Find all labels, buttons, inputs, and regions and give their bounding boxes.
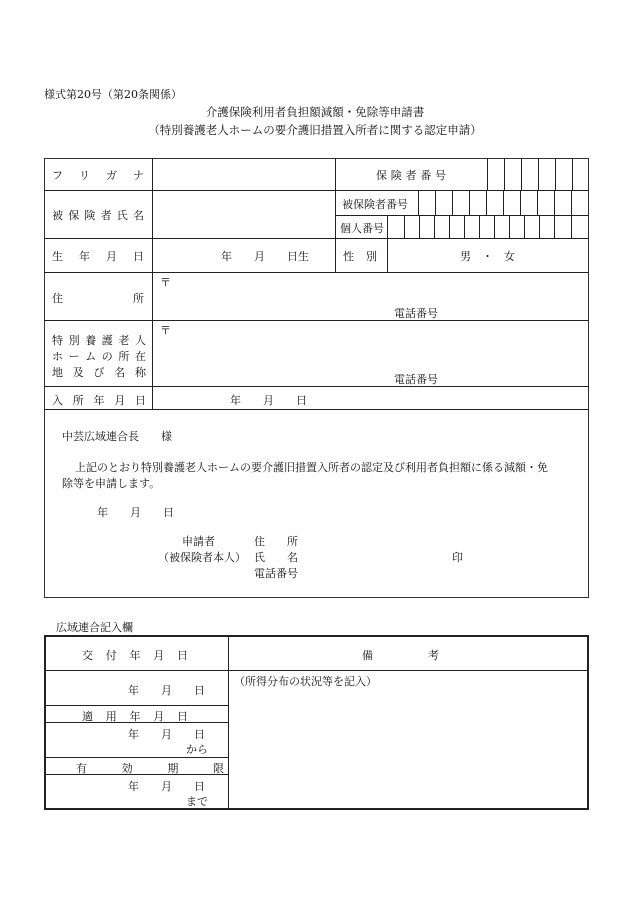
until-label: まで: [186, 795, 208, 808]
addressee: 中芸広域連合長 様: [62, 430, 172, 443]
furigana-input[interactable]: [153, 159, 335, 190]
remarks-input[interactable]: [229, 671, 587, 808]
birthdate-label: 生 年 月 日: [52, 250, 144, 263]
from-label: から: [186, 743, 208, 756]
applicant-label: 申請者: [182, 535, 215, 548]
form-subtitle: （特別養護老人ホームの要介護旧措置入所者に関する認定申請）: [148, 123, 482, 137]
issue-date-label: 交 付 年 月 日: [82, 649, 188, 662]
postal-mark: 〒: [160, 276, 171, 289]
address-input[interactable]: [153, 273, 589, 320]
form-title: 介護保険利用者負担額減額・免除等申請書: [205, 105, 425, 119]
applicant-address-field[interactable]: 住 所: [254, 535, 298, 548]
form-number: 様式第20号（第20条関係）: [44, 88, 182, 101]
furigana-label: フ リ ガ ナ: [52, 169, 144, 182]
facility-label-line-1: 特 別 養 護 老 人: [52, 334, 146, 347]
remarks-label: 備 考: [362, 649, 439, 662]
remarks-note: （所得分布の状況等を記入）: [234, 675, 377, 688]
admission-date-label: 入 所 年 月 日: [52, 394, 146, 407]
office-section-label: 広域連合記入欄: [56, 621, 133, 634]
facility-postal-mark: 〒: [160, 324, 171, 337]
applicant-note: （被保険者本人）: [158, 551, 246, 564]
sex-label: 性 別: [343, 250, 377, 263]
insured-name-label: 被 保 険 者 氏 名: [52, 209, 144, 222]
personal-number-label: 個人番号: [340, 222, 384, 235]
insured-number-label: 被保険者番号: [342, 198, 408, 211]
birthdate-field[interactable]: 年 月 日生: [221, 250, 309, 263]
facility-input[interactable]: [153, 321, 589, 386]
applicant-phone-field[interactable]: 電話番号: [254, 567, 298, 580]
declaration-date[interactable]: 年 月 日: [97, 506, 174, 519]
address-label: 住 所: [52, 292, 144, 305]
insurer-number-label: 保 険 者 番 号: [376, 169, 446, 182]
facility-label-line-2: ホ ー ム の 所 在: [52, 350, 146, 363]
insured-name-input[interactable]: [153, 191, 335, 238]
sex-options[interactable]: 男 ・ 女: [460, 250, 515, 263]
applicable-date-label: 適 用 年 月 日: [82, 710, 188, 723]
declaration-line-2: 除等を申請します。: [62, 477, 161, 490]
applicable-date-field[interactable]: 年 月 日: [128, 728, 205, 741]
address-phone-label: 電話番号: [394, 307, 438, 320]
admission-date-field[interactable]: 年 月 日: [230, 394, 307, 407]
issue-date-field[interactable]: 年 月 日: [128, 684, 205, 697]
valid-until-field[interactable]: 年 月 日: [128, 780, 205, 793]
applicant-name-field[interactable]: 氏 名: [254, 551, 298, 564]
facility-label-line-3: 地 及 び 名 称: [52, 366, 146, 379]
valid-until-label: 有 効 期 限: [76, 762, 224, 775]
seal-mark: 印: [452, 551, 463, 564]
facility-phone-label: 電話番号: [394, 373, 438, 386]
declaration-line-1: 上記のとおり特別養護老人ホームの要介護旧措置入所者の認定及び利用者負担額に係る減額・免: [75, 461, 548, 474]
